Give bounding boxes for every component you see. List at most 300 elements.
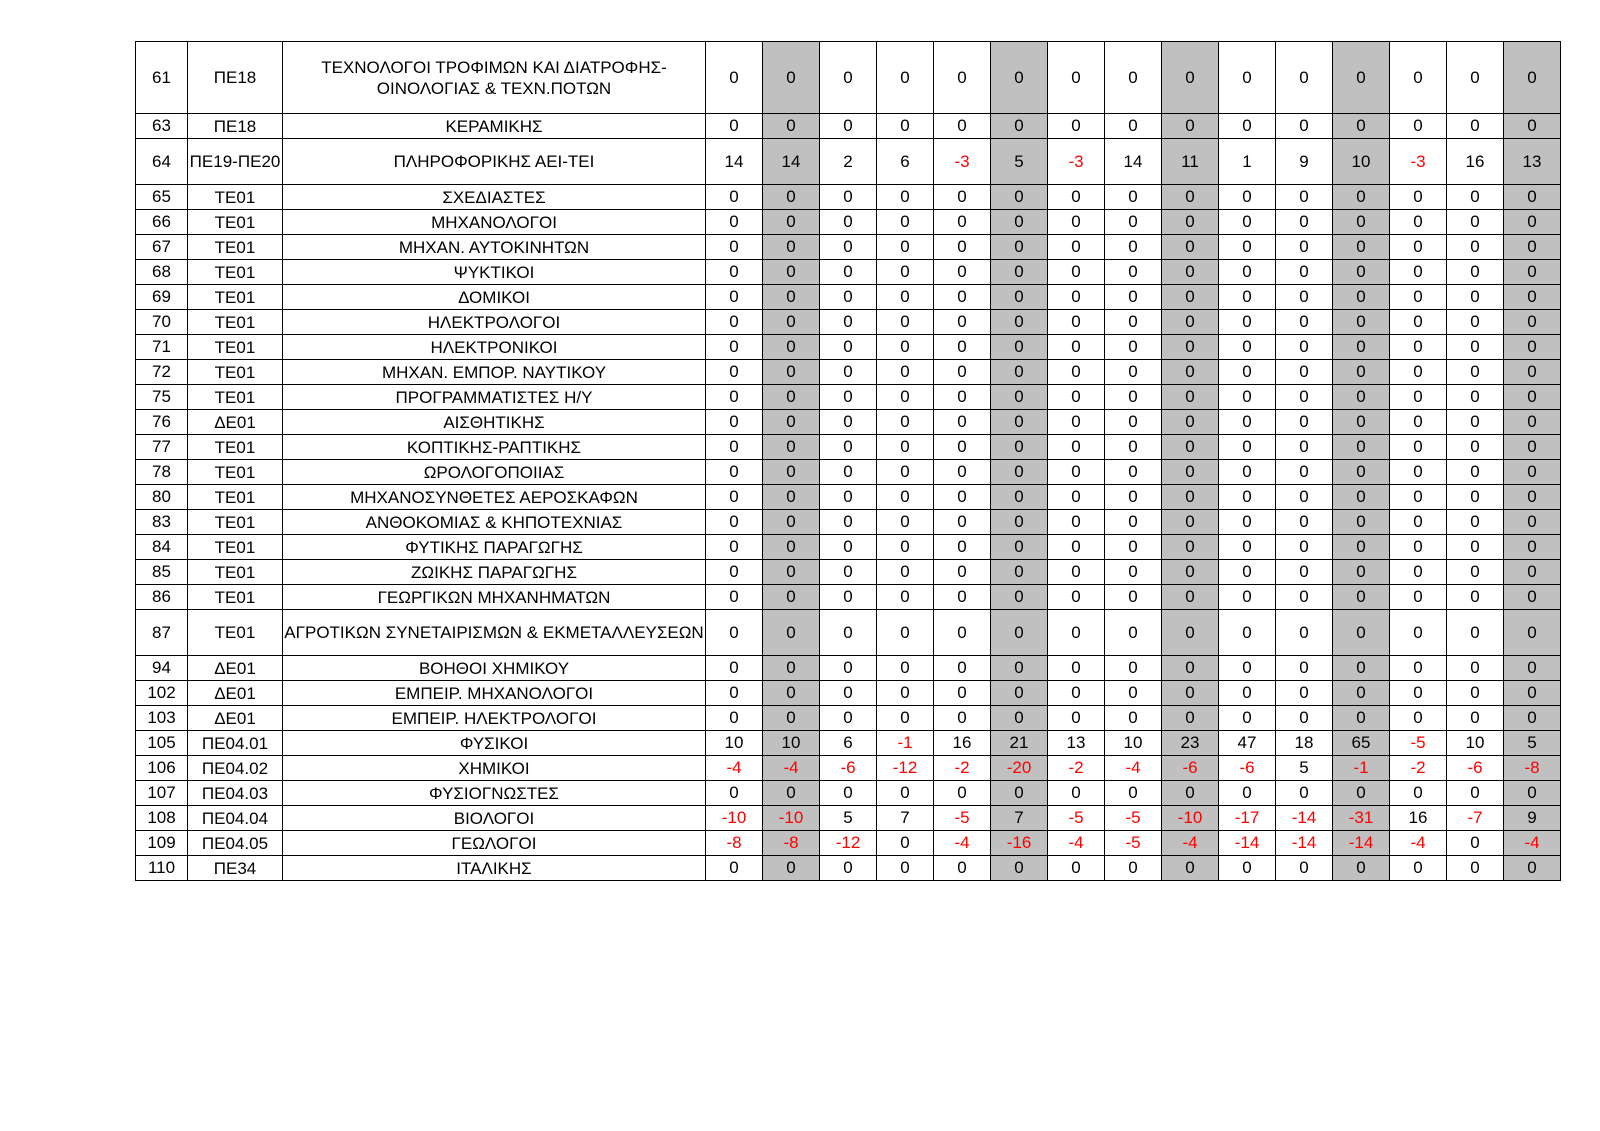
value-cell: 0 [1504,585,1561,610]
value-cell: 0 [1333,210,1390,235]
row-code-cell: ΤΕ01 [188,385,283,410]
table-row [136,585,1561,610]
value-cell: 1 [1219,139,1276,185]
row-id-cell: 107 [136,781,188,806]
value-cell: 6 [877,139,934,185]
value-cell: 0 [1048,781,1105,806]
row-id-cell: 76 [136,410,188,435]
value-cell: 0 [763,435,820,460]
value-cell: 0 [1162,310,1219,335]
value-cell: -6 [1447,756,1504,781]
value-cell: 0 [1219,285,1276,310]
value-cell: 0 [1219,781,1276,806]
value-cell: 0 [1276,310,1333,335]
value-cell: 5 [1504,731,1561,756]
value-cell: 0 [1504,706,1561,731]
value-cell: 0 [1333,485,1390,510]
value-cell: 0 [1048,210,1105,235]
value-cell: 0 [1048,385,1105,410]
value-cell: 0 [820,781,877,806]
row-id-cell: 86 [136,585,188,610]
value-cell: 0 [1447,310,1504,335]
value-cell: 0 [763,360,820,385]
value-cell: 0 [1390,42,1447,114]
row-code-cell: ΤΕ01 [188,460,283,485]
row-name-cell: ΓΕΩΛΟΓΟΙ [283,831,706,856]
value-cell: 0 [991,114,1048,139]
value-cell: -5 [1105,806,1162,831]
value-cell: 0 [877,460,934,485]
value-cell: -14 [1219,831,1276,856]
value-cell: -8 [1504,756,1561,781]
value-cell: 0 [1105,410,1162,435]
value-cell: 13 [1504,139,1561,185]
value-cell: 0 [763,410,820,435]
value-cell: 0 [820,856,877,881]
value-cell: 0 [1162,610,1219,656]
value-cell: 0 [763,385,820,410]
row-code-cell: ΠΕ18 [188,114,283,139]
value-cell: 13 [1048,731,1105,756]
value-cell: 0 [1048,610,1105,656]
value-cell: -5 [1048,806,1105,831]
value-cell: 0 [1219,42,1276,114]
value-cell: 0 [1219,185,1276,210]
value-cell: 0 [1276,185,1333,210]
row-code-cell: ΤΕ01 [188,185,283,210]
value-cell: 0 [1504,42,1561,114]
value-cell: 0 [1333,360,1390,385]
value-cell: 0 [763,485,820,510]
value-cell: 0 [1276,706,1333,731]
value-cell: 0 [991,335,1048,360]
value-cell: 0 [1105,510,1162,535]
value-cell: 0 [1333,185,1390,210]
value-cell: 0 [1162,285,1219,310]
value-cell: 0 [820,706,877,731]
row-id-cell: 68 [136,260,188,285]
row-name-cell: ΑΓΡΟΤΙΚΩΝ ΣΥΝΕΤΑΙΡΙΣΜΩΝ & ΕΚΜΕΤΑΛΛΕΥΣΕΩΝ [283,610,706,656]
value-cell: 0 [877,410,934,435]
value-cell: 0 [991,42,1048,114]
row-code-cell: ΠΕ34 [188,856,283,881]
value-cell: 0 [877,310,934,335]
value-cell: 0 [1447,585,1504,610]
row-code-cell: ΠΕ04.04 [188,806,283,831]
value-cell: 0 [1219,706,1276,731]
value-cell: 0 [1504,310,1561,335]
row-name-cell: ΒΟΗΘΟΙ ΧΗΜΙΚΟΥ [283,656,706,681]
value-cell: 0 [1390,585,1447,610]
value-cell: 0 [1333,114,1390,139]
value-cell: 9 [1276,139,1333,185]
value-cell: 0 [1048,510,1105,535]
value-cell: 0 [1504,210,1561,235]
row-code-cell: ΤΕ01 [188,260,283,285]
value-cell: 0 [1105,781,1162,806]
value-cell: 0 [820,114,877,139]
value-cell: 0 [1048,360,1105,385]
value-cell: 0 [934,560,991,585]
value-cell: 0 [1048,185,1105,210]
row-id-cell: 63 [136,114,188,139]
value-cell: -6 [820,756,877,781]
value-cell: 0 [1162,410,1219,435]
value-cell: 0 [706,360,763,385]
value-cell: 0 [763,610,820,656]
value-cell: 0 [1048,42,1105,114]
value-cell: 0 [934,535,991,560]
row-name-cell: ΠΡΟΓΡΑΜΜΑΤΙΣΤΕΣ Η/Υ [283,385,706,410]
row-name-cell: ΤΕΧΝΟΛΟΓΟΙ ΤΡΟΦΙΜΩΝ ΚΑΙ ΔΙΑΤΡΟΦΗΣ-ΟΙΝΟΛΟΓΙΑΣ & ΤΕΧΝ.ΠΟΤΩΝ [283,42,706,114]
value-cell: 0 [1447,856,1504,881]
value-cell: 0 [877,210,934,235]
value-cell: 0 [1048,335,1105,360]
row-id-cell: 103 [136,706,188,731]
value-cell: 0 [1105,114,1162,139]
value-cell: 9 [1504,806,1561,831]
value-cell: 0 [1276,235,1333,260]
value-cell: 0 [706,856,763,881]
table-row [136,335,1561,360]
value-cell: 0 [706,706,763,731]
row-id-cell: 105 [136,731,188,756]
value-cell: -4 [1390,831,1447,856]
value-cell: 0 [1105,285,1162,310]
table-row [136,310,1561,335]
value-cell: 0 [1447,410,1504,435]
value-cell: 0 [1504,485,1561,510]
table-row [136,235,1561,260]
value-cell: 0 [763,185,820,210]
value-cell: 0 [1390,235,1447,260]
value-cell: 0 [877,585,934,610]
row-code-cell: ΠΕ04.01 [188,731,283,756]
value-cell: 0 [820,560,877,585]
value-cell: 0 [1162,535,1219,560]
row-name-cell: ΩΡΟΛΟΓΟΠΟΙΙΑΣ [283,460,706,485]
value-cell: 0 [877,360,934,385]
value-cell: 0 [706,535,763,560]
table-row [136,510,1561,535]
value-cell: 0 [706,310,763,335]
value-cell: 0 [1219,856,1276,881]
value-cell: 16 [1447,139,1504,185]
value-cell: 0 [1333,510,1390,535]
row-name-cell: ΗΛΕΚΤΡΟΛΟΓΟΙ [283,310,706,335]
value-cell: 0 [1219,460,1276,485]
value-cell: -1 [1333,756,1390,781]
value-cell: 0 [706,185,763,210]
value-cell: 10 [1447,731,1504,756]
value-cell: 0 [820,235,877,260]
value-cell: 0 [763,260,820,285]
value-cell: 0 [1048,114,1105,139]
value-cell: 0 [1276,285,1333,310]
value-cell: 0 [1333,560,1390,585]
value-cell: 0 [1162,460,1219,485]
value-cell: -4 [763,756,820,781]
value-cell: 7 [991,806,1048,831]
value-cell: 0 [1447,781,1504,806]
value-cell: 0 [934,856,991,881]
row-code-cell: ΤΕ01 [188,210,283,235]
value-cell: -20 [991,756,1048,781]
value-cell: 0 [1105,585,1162,610]
value-cell: 0 [820,681,877,706]
row-code-cell: ΤΕ01 [188,610,283,656]
value-cell: 0 [1504,260,1561,285]
value-cell: 0 [1390,781,1447,806]
value-cell: -17 [1219,806,1276,831]
value-cell: 0 [1276,610,1333,656]
value-cell: 0 [1162,681,1219,706]
value-cell: 0 [1105,535,1162,560]
value-cell: 0 [1390,360,1447,385]
table-row [136,460,1561,485]
value-cell: 0 [763,510,820,535]
value-cell: 0 [763,706,820,731]
row-code-cell: ΔΕ01 [188,681,283,706]
row-name-cell: ΜΗΧΑΝ. ΑΥΤΟΚΙΝΗΤΩΝ [283,235,706,260]
row-code-cell: ΤΕ01 [188,285,283,310]
row-id-cell: 65 [136,185,188,210]
value-cell: 0 [1390,485,1447,510]
value-cell: 0 [1105,656,1162,681]
value-cell: 0 [934,510,991,535]
value-cell: 0 [820,210,877,235]
value-cell: 0 [1219,360,1276,385]
value-cell: 0 [877,235,934,260]
value-cell: 0 [1504,681,1561,706]
value-cell: 0 [1105,385,1162,410]
value-cell: 0 [820,435,877,460]
specialties-table [135,41,1561,881]
value-cell: 0 [1447,656,1504,681]
value-cell: 0 [1447,681,1504,706]
value-cell: 0 [706,610,763,656]
value-cell: 0 [1219,335,1276,360]
value-cell: 5 [820,806,877,831]
row-name-cell: ΜΗΧΑΝΟΣΥΝΘΕΤΕΣ ΑΕΡΟΣΚΑΦΩΝ [283,485,706,510]
value-cell: 0 [706,385,763,410]
value-cell: 0 [991,656,1048,681]
value-cell: 0 [1276,410,1333,435]
value-cell: 0 [1390,210,1447,235]
row-name-cell: ΧΗΜΙΚΟΙ [283,756,706,781]
value-cell: 0 [1276,335,1333,360]
value-cell: 0 [1162,656,1219,681]
row-name-cell: ΣΧΕΔΙΑΣΤΕΣ [283,185,706,210]
row-name-cell: ΦΥΤΙΚΗΣ ΠΑΡΑΓΩΓΗΣ [283,535,706,560]
value-cell: 0 [820,585,877,610]
value-cell: 0 [1048,485,1105,510]
value-cell: 0 [1504,510,1561,535]
value-cell: 0 [1390,114,1447,139]
row-id-cell: 67 [136,235,188,260]
value-cell: 14 [1105,139,1162,185]
row-code-cell: ΤΕ01 [188,360,283,385]
value-cell: 0 [1219,235,1276,260]
table-row [136,535,1561,560]
value-cell: -16 [991,831,1048,856]
value-cell: 0 [1048,235,1105,260]
value-cell: 0 [1219,510,1276,535]
value-cell: 0 [877,856,934,881]
value-cell: 0 [1504,114,1561,139]
table-row [136,706,1561,731]
value-cell: 0 [1219,385,1276,410]
value-cell: -7 [1447,806,1504,831]
value-cell: 0 [1447,285,1504,310]
row-code-cell: ΠΕ18 [188,42,283,114]
value-cell: 0 [1276,535,1333,560]
row-id-cell: 72 [136,360,188,385]
value-cell: 10 [1333,139,1390,185]
table-row [136,185,1561,210]
value-cell: 0 [1105,310,1162,335]
value-cell: 0 [1048,856,1105,881]
value-cell: -12 [820,831,877,856]
value-cell: 0 [1333,706,1390,731]
value-cell: 0 [1333,856,1390,881]
value-cell: 0 [934,385,991,410]
row-code-cell: ΤΕ01 [188,235,283,260]
value-cell: 14 [763,139,820,185]
value-cell: 0 [934,681,991,706]
value-cell: 0 [1447,185,1504,210]
value-cell: 10 [706,731,763,756]
value-cell: -5 [1390,731,1447,756]
value-cell: 0 [1105,335,1162,360]
value-cell: -8 [706,831,763,856]
table-row [136,360,1561,385]
row-id-cell: 83 [136,510,188,535]
value-cell: 0 [1504,185,1561,210]
value-cell: 0 [763,114,820,139]
value-cell: -4 [1162,831,1219,856]
value-cell: 0 [991,260,1048,285]
value-cell: 0 [1447,42,1504,114]
value-cell: 0 [1447,706,1504,731]
value-cell: 0 [1390,560,1447,585]
value-cell: 14 [706,139,763,185]
row-name-cell: ΨΥΚΤΙΚΟΙ [283,260,706,285]
value-cell: 0 [991,385,1048,410]
row-id-cell: 70 [136,310,188,335]
value-cell: 0 [706,460,763,485]
row-id-cell: 106 [136,756,188,781]
value-cell: -4 [1504,831,1561,856]
value-cell: 0 [820,385,877,410]
value-cell: 0 [1333,535,1390,560]
value-cell: 0 [1162,185,1219,210]
value-cell: 0 [1390,681,1447,706]
value-cell: 0 [1333,310,1390,335]
value-cell: 18 [1276,731,1333,756]
value-cell: 0 [1390,260,1447,285]
value-cell: 2 [820,139,877,185]
value-cell: 0 [991,706,1048,731]
value-cell: 0 [763,856,820,881]
value-cell: 0 [706,781,763,806]
value-cell: 0 [1447,560,1504,585]
value-cell: 0 [1504,385,1561,410]
value-cell: 0 [934,185,991,210]
value-cell: 0 [1390,706,1447,731]
table-row [136,485,1561,510]
value-cell: 0 [934,260,991,285]
value-cell: 0 [1276,585,1333,610]
value-cell: 0 [820,42,877,114]
value-cell: -31 [1333,806,1390,831]
table-body [136,42,1561,881]
value-cell: 0 [1390,410,1447,435]
value-cell: 0 [820,185,877,210]
value-cell: 0 [1219,410,1276,435]
value-cell: 0 [1504,535,1561,560]
row-name-cell: ΑΝΘΟΚΟΜΙΑΣ & ΚΗΠΟΤΕΧΝΙΑΣ [283,510,706,535]
row-id-cell: 75 [136,385,188,410]
value-cell: 0 [991,435,1048,460]
value-cell: 0 [1276,510,1333,535]
row-code-cell: ΤΕ01 [188,485,283,510]
value-cell: 0 [991,210,1048,235]
value-cell: 0 [877,560,934,585]
value-cell: 0 [1390,510,1447,535]
row-id-cell: 78 [136,460,188,485]
value-cell: 0 [706,410,763,435]
value-cell: 0 [706,210,763,235]
table-row [136,410,1561,435]
value-cell: 0 [1504,360,1561,385]
value-cell: 0 [1447,335,1504,360]
value-cell: 0 [1276,114,1333,139]
value-cell: 0 [1219,310,1276,335]
row-id-cell: 94 [136,656,188,681]
value-cell: 0 [706,585,763,610]
value-cell: 0 [1105,42,1162,114]
value-cell: 0 [1390,656,1447,681]
value-cell: 0 [1162,210,1219,235]
value-cell: 0 [1219,210,1276,235]
value-cell: 0 [1276,385,1333,410]
value-cell: 0 [991,560,1048,585]
value-cell: 0 [934,781,991,806]
value-cell: 0 [706,560,763,585]
value-cell: -10 [763,806,820,831]
value-cell: -6 [1162,756,1219,781]
value-cell: 0 [1048,681,1105,706]
row-id-cell: 64 [136,139,188,185]
value-cell: 0 [877,681,934,706]
value-cell: 16 [934,731,991,756]
value-cell: 0 [763,681,820,706]
value-cell: 65 [1333,731,1390,756]
value-cell: 6 [820,731,877,756]
value-cell: 0 [1390,856,1447,881]
value-cell: -14 [1276,831,1333,856]
value-cell: 0 [991,585,1048,610]
value-cell: 0 [1048,460,1105,485]
value-cell: 0 [1504,781,1561,806]
value-cell: 0 [1219,656,1276,681]
value-cell: 0 [934,235,991,260]
table-row [136,831,1561,856]
value-cell: 0 [991,360,1048,385]
row-name-cell: ΠΛΗΡΟΦΟΡΙΚΗΣ ΑΕΙ-ΤΕΙ [283,139,706,185]
value-cell: 0 [1504,656,1561,681]
